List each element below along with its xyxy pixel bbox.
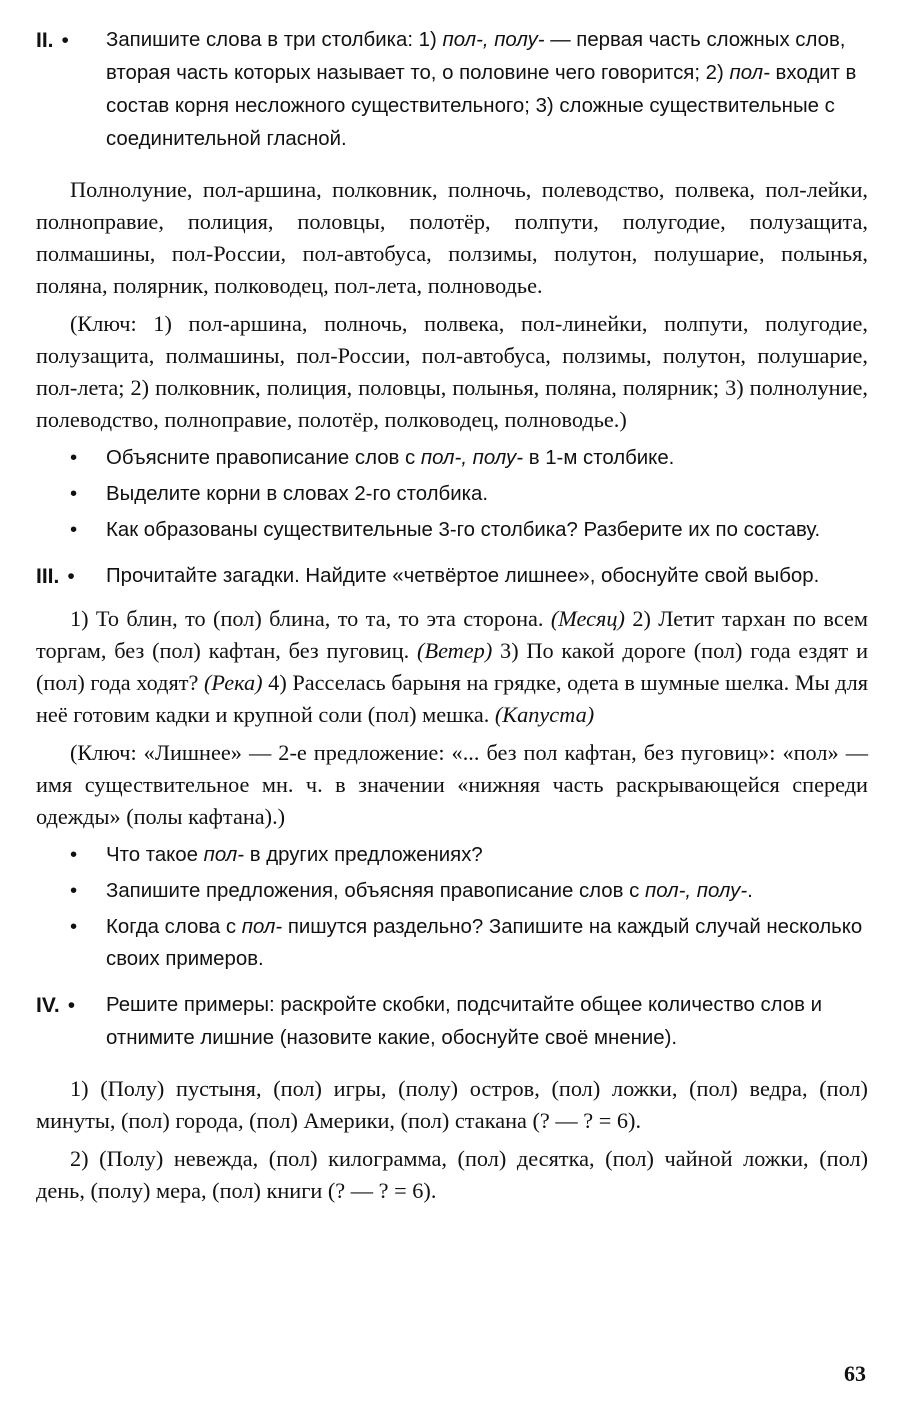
page-content [36,24,868,1207]
task-number: III. • [36,565,75,588]
bullet-icon: • [70,447,78,469]
task-number: IV. • [36,994,76,1017]
question-item [36,514,868,546]
task-2-answer-key: (Ключ: 1) пол-аршина, полночь, полвека, пол-линейки, полпути, полугодие, полузащита, полмашины, пол-России, пол-автобуса, ползимы, полутон, полушарие, пол-лета; 2) полковник, полиция, половцы, полынья, поляна, полярник; 3) полнолуние, полеводство, полноправие, полотёр, полководец, полноводье.) [36,311,868,432]
task-2-header [36,24,868,156]
bullet-icon: • [70,519,78,541]
question-item [36,478,868,510]
task-4-example-2: 2) (Полу) невежда, (пол) килограмма, (пол) десятка, (пол) чайной ложки, (пол) день, (полу) мера, (пол) книги (? — ? = 6). [36,1146,868,1203]
question-item [36,911,868,975]
question-text: Объясните правописание слов с пол-, полу- в 1-м столбике. [106,447,675,469]
task-4-instruction: Решите примеры: раскройте скобки, подсчитайте общее количество слов и отнимите лишние (назовите какие, обоснуйте своё мнение). [106,994,823,1049]
question-item [36,875,868,907]
question-text: Выделите корни в словах 2-го столбика. [106,483,488,505]
bullet-icon: • [70,916,78,938]
task-3-answer-key: (Ключ: «Лишнее» — 2-е предложение: «... без пол кафтан, без пуговиц»: «пол» — имя существительное мн. ч. в значении «нижняя часть раскрывающейся спереди одежды» (полы кафтана).) [36,740,868,829]
bullet-icon: • [70,844,78,866]
task-4-header [36,989,868,1055]
task-3-questions [36,839,868,975]
question-text: Как образованы существительные 3-го столбика? Разберите их по составу. [106,519,821,541]
bullet-icon: • [70,483,78,505]
task-2-questions [36,442,868,546]
task-2-instruction: Запишите слова в три столбика: 1) пол-, полу- — первая часть сложных слов, вторая часть которых называет то, о половине чего говорится; 2) пол- входит в состав корня несложного существительного; 3) сложные существительные с соединительной гласной. [106,29,857,150]
task-4-example-1: 1) (Полу) пустыня, (пол) игры, (полу) остров, (пол) ложки, (пол) ведра, (пол) минуты, (пол) города, (пол) Америки, (пол) стакана (? — ? = 6). [36,1076,868,1133]
question-text: Когда слова с пол- пишутся раздельно? Запишите на каждый случай несколько своих примеров. [106,916,863,970]
question-item [36,442,868,474]
question-item [36,839,868,871]
bullet-icon: • [70,880,78,902]
task-number: II. • [36,29,69,52]
task-3-instruction: Прочитайте загадки. Найдите «четвёртое лишнее», обоснуйте свой выбор. [106,565,820,587]
task-2-word-list: Полнолуние, пол-аршина, полковник, полночь, полеводство, полвека, пол-лейки, полноправие, полиция, половцы, полотёр, полпути, полугодие, полузащита, полмашины, пол-России, пол-автобуса, ползимы, полутон, полушарие, полынья, поляна, полярник, полководец, пол-лета, полноводье. [36,177,868,298]
task-3-riddles: 1) То блин, то (пол) блина, то та, то эта сторона. (Месяц) 2) Летит тархан по всем торгам, без (пол) кафтан, без пуговиц. (Ветер) 3) По какой дороге (пол) года ездят и (пол) года ходят? (Река) 4) Расселась барыня на грядке, одета в шумные шелка. Мы для неё готовим кадки и крупной соли (пол) мешка. (Капуста) [36,606,869,727]
question-text: Что такое пол- в других предложениях? [106,844,483,866]
task-3-header [36,560,868,593]
page-number: 63 [844,1361,866,1386]
question-text: Запишите предложения, объясняя правописание слов с пол-, полу-. [106,880,753,902]
